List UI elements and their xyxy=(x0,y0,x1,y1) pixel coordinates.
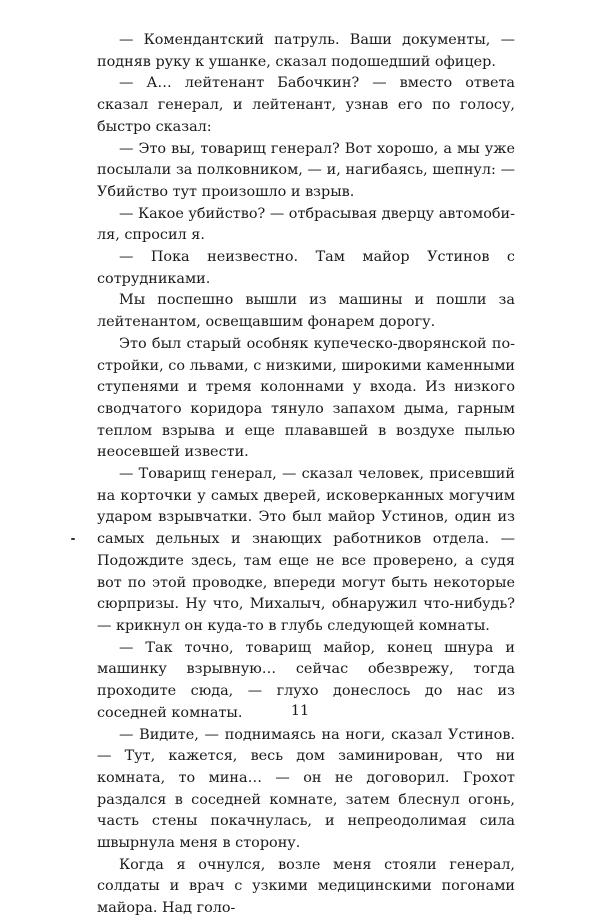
paragraph: — Комендантский патруль. Ваши документы, — подняв руку к ушанке, сказал подошедший офицер. xyxy=(97,32,515,70)
paragraph: — Какое убийство? — отбрасывая дверцу автомобиля, спросил я. xyxy=(97,205,515,244)
paragraph: — Товарищ генерал, — сказал человек, присевший на корточки у самых дверей, исковерканных могучим ударом взрывчатки. Это был майор Устинов, один из самых дельных и знающих работников отдела. — Подождите здесь, там еще не все проверено, а судя вот по этой проводке, впереди могут быть некоторые сюрпризы. Ну что, Михалыч, обнаружил что-нибудь? — крикнул он куда-то в глубь следующей комнаты. xyxy=(97,466,515,634)
paragraph: Это был старый особняк купеческо-дворянской постройки, со львами, с низкими, широкими каменными ступенями и тремя колоннами у входа. Из низкого сводчатого коридора тянуло запахом дыма, гарным теплом взрыва и еще плававшей в воздухе пылью неосевшей извести. xyxy=(97,335,515,461)
paragraph: — Так точно, товарищ майор, конец шнура и машинку взрывную… сейчас обезврежу, тогда проходите сюда, — глухо донеслось до нас из соседней комнаты. xyxy=(97,639,515,721)
paragraph: — А… лейтенант Бабочкин? — вместо ответа сказал генерал, и лейтенант, узнав его по голосу, быстро сказал: xyxy=(97,75,515,135)
paragraph: Когда я очнулся, возле меня стояли генерал, солдаты и врач с узкими медицинскими погонами майора. Над голо- xyxy=(97,856,515,917)
paragraph: — Видите, — поднимаясь на ноги, сказал Устинов. — Тут, кажется, весь дом заминирован, что ни комната, то мина… — он не договорил. Грохот раздался в соседней комнате, затем блеснул огонь, часть стены покачнулась, и непреодолимая сила швырнула меня в сторону. xyxy=(97,726,515,852)
paragraph: — Пока неизвестно. Там майор Устинов с сотрудниками. xyxy=(97,249,515,287)
page-number: 11 xyxy=(290,703,310,719)
print-speck xyxy=(71,538,75,540)
page-text xyxy=(97,30,515,920)
paragraph: — Это вы, товарищ генерал? Вот хорошо, а мы уже посылали за полковником, — и, нагибаясь, шепнул: — Убийство тут произошло и взрыв. xyxy=(97,140,515,200)
paragraph: Мы поспешно вышли из машины и пошли за лейтенантом, освещавшим фонарем дорогу. xyxy=(97,292,515,331)
